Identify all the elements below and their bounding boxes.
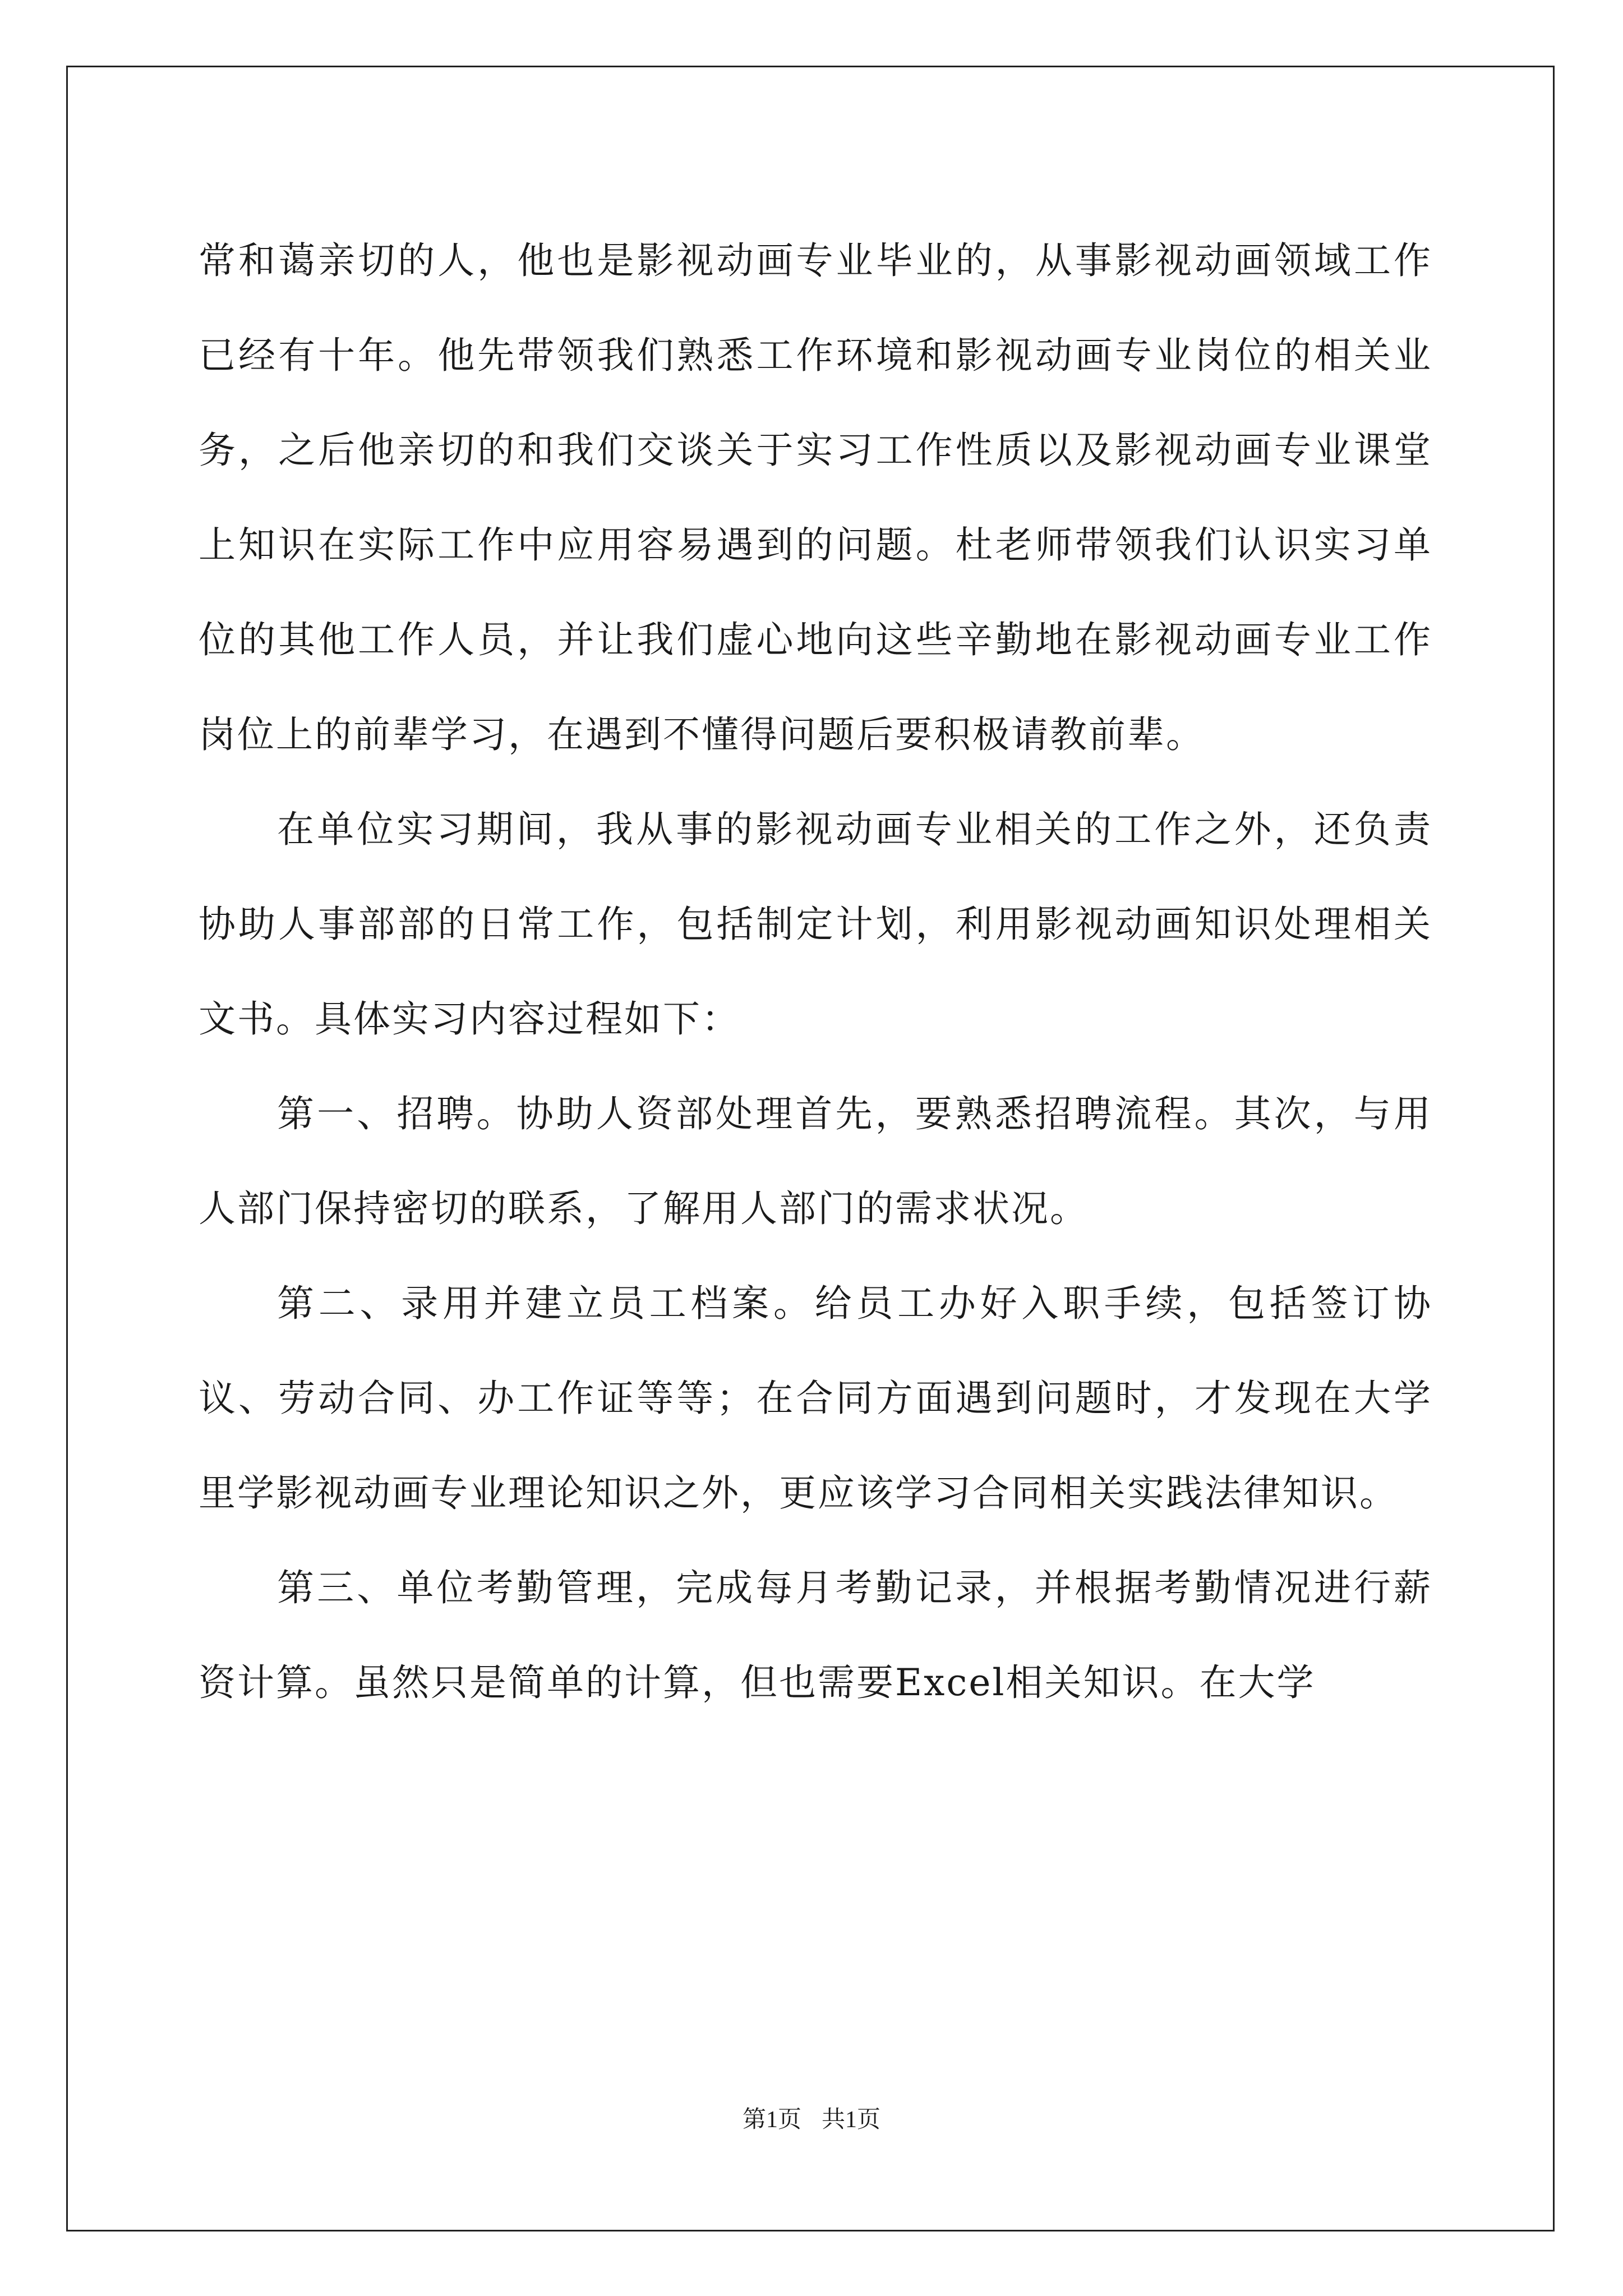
paragraph: 常和蔼亲切的人，他也是影视动画专业毕业的，从事影视动画领域工作已经有十年。他先带领我们熟悉工作环境和影视动画专业岗位的相关业务，之后他亲切的和我们交谈关于实习工作性质以及影视动画专业课堂上知识在实际工作中应用容易遇到的问题。杜老师带领我们认识实习单位的其他工作人员，并让我们虚心地向这些辛勤地在影视动画专业工作岗位上的前辈学习，在遇到不懂得问题后要积极请教前辈。 bbox=[199, 239, 1432, 756]
paragraph: 第二、录用并建立员工档案。给员工办好入职手续，包括签订协议、劳动合同、办工作证等等；在合同方面遇到问题时，才发现在大学里学影视动画专业理论知识之外，更应该学习合同相关实践法律知识。 bbox=[199, 1282, 1432, 1515]
paragraph: 第一、招聘。协助人资部处理首先，要熟悉招聘流程。其次，与用人部门保持密切的联系，了解用人部门的需求状况。 bbox=[199, 1092, 1432, 1230]
paragraph: 在单位实习期间，我从事的影视动画专业相关的工作之外，还负责协助人事部部的日常工作，包括制定计划，利用影视动画知识处理相关文书。具体实习内容过程如下： bbox=[199, 808, 1432, 1041]
page-footer bbox=[0, 2101, 1623, 2134]
document-body bbox=[199, 213, 1432, 1730]
page-number: 第1页 bbox=[742, 2107, 801, 2133]
paragraph: 第三、单位考勤管理，完成每月考勤记录，并根据考勤情况进行薪资计算。虽然只是简单的计算，但也需要Excel相关知识。在大学 bbox=[199, 1566, 1432, 1704]
page-count: 共1页 bbox=[822, 2107, 881, 2133]
